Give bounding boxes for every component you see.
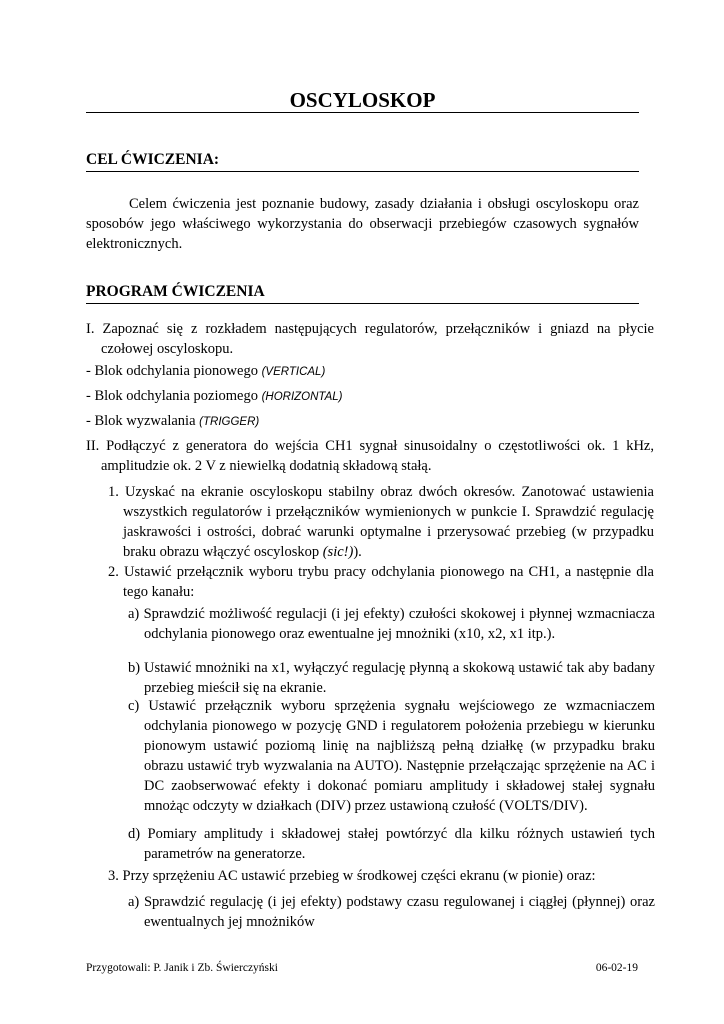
step-1 bbox=[108, 482, 654, 562]
step-2d: d) Pomiary amplitudy i składowej stałej powtórzyć dla kilku różnych ustawień tych parametrów na generatorze. bbox=[128, 826, 655, 862]
block-term: (HORIZONTAL) bbox=[261, 391, 343, 403]
step-2c: c) Ustawić przełącznik wyboru sprzężenia sygnału wejściowego ze wzmacniaczem odchylania pionowego w pozycję GND i regulatorem położenia przebiegu w kierunku pionowym ustawić poziomą linię na najbliższą pełną działkę (w przypadku braku obrazu ustawić tryb wyzwalania na AUTO). Następnie przełączając sprzężenie na AC i DC zaobserwować efekty i dokonać pomiaru amplitudy i składowej stałej sygnału mnożąc odczyty w działkach (DIV) przez ustawioną czułość (VOLTS/DIV). bbox=[128, 698, 655, 814]
cel-paragraph: Celem ćwiczenia jest poznanie budowy, zasady działania i obsługi oscyloskopu oraz sposobów jego właściwego wykorzystania do obserwacji przebiegów czasowych sygnałów elektronicznych. bbox=[86, 196, 639, 252]
block-horizontal bbox=[86, 386, 639, 407]
block-trigger bbox=[86, 411, 639, 432]
step-3: 3. Przy sprzężeniu AC ustawić przebieg w środkowej części ekranu (w pionie) oraz: bbox=[108, 868, 596, 884]
section-heading-cel: CEL ĆWICZENIA: bbox=[86, 151, 639, 172]
block-label: - Blok odchylania pionowego bbox=[86, 363, 262, 379]
step-1-end: ). bbox=[353, 544, 362, 560]
block-label: - Blok wyzwalania bbox=[86, 413, 200, 429]
step-2a: a) Sprawdzić możliwość regulacji (i jej efekty) czułości skokowej i płynnej wzmacniacza odchylania pionowego oraz ewentualne jej mnożniki (x10, x2, x1 itp.). bbox=[128, 606, 655, 642]
footer-authors: Przygotowali: P. Janik i Zb. Świerczyński bbox=[86, 962, 278, 974]
section-heading-program: PROGRAM ĆWICZENIA bbox=[86, 283, 639, 304]
step-2b: b) Ustawić mnożniki na x1, wyłączyć regulację płynną a skokową ustawić tak aby badany przebieg mieścił się na ekranie. bbox=[128, 660, 655, 696]
block-term: (VERTICAL) bbox=[261, 366, 326, 378]
step-1-text: 1. Uzyskać na ekranie oscyloskopu stabilny obraz dwóch okresów. Zanotować ustawienia wszystkich regulatorów i przełączników wymienionych w punkcie I. Sprawdzić regulację jaskrawości i ostrości, dobrać warunki optymalne i przerysować przebieg (w przypadku braku obrazu włączyć oscyloskop bbox=[108, 484, 654, 560]
title-underline bbox=[86, 112, 639, 113]
step-3a: a) Sprawdzić regulację (i jej efekty) podstawy czasu regulowanej i ciągłej (płynnej) oraz ewentualnych jej mnożników bbox=[128, 894, 655, 930]
page-title: OSCYLOSKOP bbox=[289, 88, 436, 112]
footer-date: 06-02-19 bbox=[595, 962, 638, 974]
block-term: (TRIGGER) bbox=[199, 416, 260, 428]
step-1-sic: (sic!) bbox=[322, 544, 354, 560]
block-label: - Blok odchylania poziomego bbox=[86, 388, 262, 404]
program-item-I: I. Zapoznać się z rozkładem następujących regulatorów, przełączników i gniazd na płycie czołowej oscyloskopu. bbox=[86, 321, 654, 357]
block-vertical bbox=[86, 361, 639, 382]
step-2: 2. Ustawić przełącznik wyboru trybu pracy odchylania pionowego na CH1, a następnie dla tego kanału: bbox=[108, 564, 654, 600]
program-item-II: II. Podłączyć z generatora do wejścia CH1 sygnał sinusoidalny o częstotliwości ok. 1 kHz, amplitudzie ok. 2 V z niewielką dodatnią składową stałą. bbox=[86, 438, 654, 474]
